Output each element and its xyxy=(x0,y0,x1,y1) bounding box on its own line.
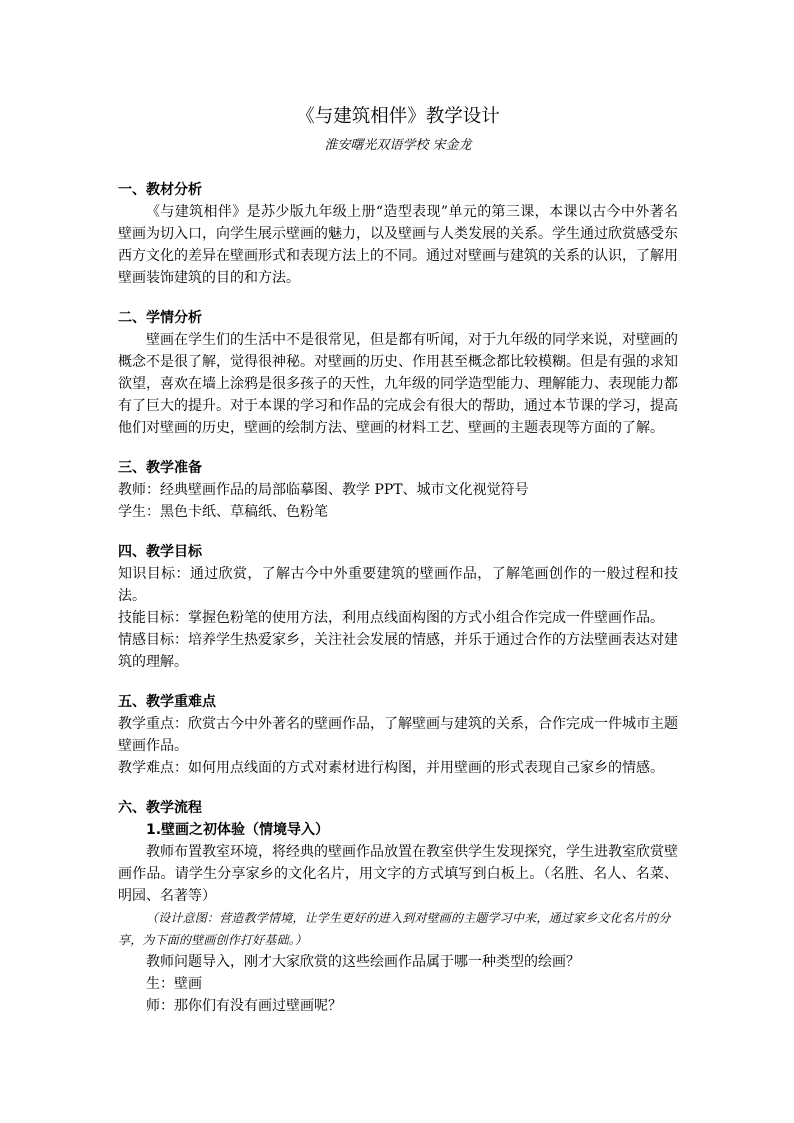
section-preparation xyxy=(118,457,678,523)
teaching-difficulty: 教学难点：如何用点线面的方式对素材进行构图，并用壁画的形式表现自己家乡的情感。 xyxy=(118,760,664,776)
teaching-key-point: 教学重点：欣赏古今中外著名的壁画作品，了解壁画与建筑的关系，合作完成一件城市主题壁画作品。 xyxy=(118,716,678,754)
section-heading: 一、教材分析 xyxy=(118,182,202,198)
section-heading: 六、教学流程 xyxy=(118,800,202,816)
emotion-objective: 情感目标：培养学生热爱家乡，关注社会发展的情感，并乐于通过合作的方法壁画表达对建筑的理解。 xyxy=(118,632,678,670)
section-heading: 五、教学重难点 xyxy=(118,694,216,710)
section-heading: 二、学情分析 xyxy=(118,310,202,326)
section-teaching-process xyxy=(118,797,678,1017)
student-answer: 生：壁画 xyxy=(146,976,202,992)
student-preparation: 学生：黑色卡纸、草稿纸、色粉笔 xyxy=(118,504,328,520)
section-objectives xyxy=(118,541,678,673)
design-intent-note: （设计意图：营造教学情境，让学生更好的进入到对壁画的主题学习中来，通过家乡文化名片的分享，为下面的壁画创作打好基础。） xyxy=(118,911,671,947)
section-heading: 三、教学准备 xyxy=(118,460,202,476)
paragraph: 教师布置教室环境，将经典的壁画作品放置在教室供学生发现探究，学生进教室欣赏壁画作品。请学生分享家乡的文化名片，用文字的方式填写到白板上。（名胜、名人、名菜、明园、名著等） xyxy=(118,844,678,904)
teacher-question: 师：那你们有没有画过壁画呢？ xyxy=(146,998,342,1014)
document-body xyxy=(118,179,678,1035)
section-material-analysis xyxy=(118,179,678,289)
paragraph: 《与建筑相伴》是苏少版九年级上册“造型表现”单元的第三课，本课以古今中外著名壁画为切入口，向学生展示壁画的魅力，以及壁画与人类发展的关系。学生通过欣赏感受东西方文化的差异在壁画形式和表现方法上的不同。通过对壁画与建筑的关系的认识，了解用壁画装饰建筑的目的和方法。 xyxy=(118,204,678,286)
skill-objective: 技能目标：掌握色粉笔的使用方法，利用点线面构图的方式小组合作完成一件壁画作品。 xyxy=(118,610,664,626)
section-student-analysis xyxy=(118,307,678,439)
paragraph: 壁画在学生们的生活中不是很常见，但是都有听闻，对于九年级的同学来说，对壁画的概念不是很了解，觉得很神秘。对壁画的历史、作用甚至概念都比较模糊。但是有强的求知欲望，喜欢在墙上涂鸦是很多孩子的天性，九年级的同学造型能力、理解能力、表现能力都有了巨大的提升。对于本课的学习和作品的完成会有很大的帮助，通过本节课的学习，提高他们对壁画的历史，壁画的绘制方法、壁画的材料工艺、壁画的主题表现等方面的了解。 xyxy=(118,332,678,436)
section-heading: 四、教学目标 xyxy=(118,544,202,560)
section-key-difficulty xyxy=(118,691,678,779)
document-author: 淮安曙光双语学校 宋金龙 xyxy=(324,138,472,153)
knowledge-objective: 知识目标：通过欣赏，了解古今中外重要建筑的壁画作品，了解笔画创作的一般过程和技法。 xyxy=(118,566,678,604)
teacher-question: 教师问题导入，刚才大家欣赏的这些绘画作品属于哪一种类型的绘画？ xyxy=(146,954,580,970)
teacher-preparation: 教师：经典壁画作品的局部临摹图、教学 PPT、城市文化视觉符号 xyxy=(118,482,529,498)
document-title: 《与建筑相伴》教学设计 xyxy=(296,106,500,127)
step-heading: 1.壁画之初体验（情境导入） xyxy=(146,822,330,838)
